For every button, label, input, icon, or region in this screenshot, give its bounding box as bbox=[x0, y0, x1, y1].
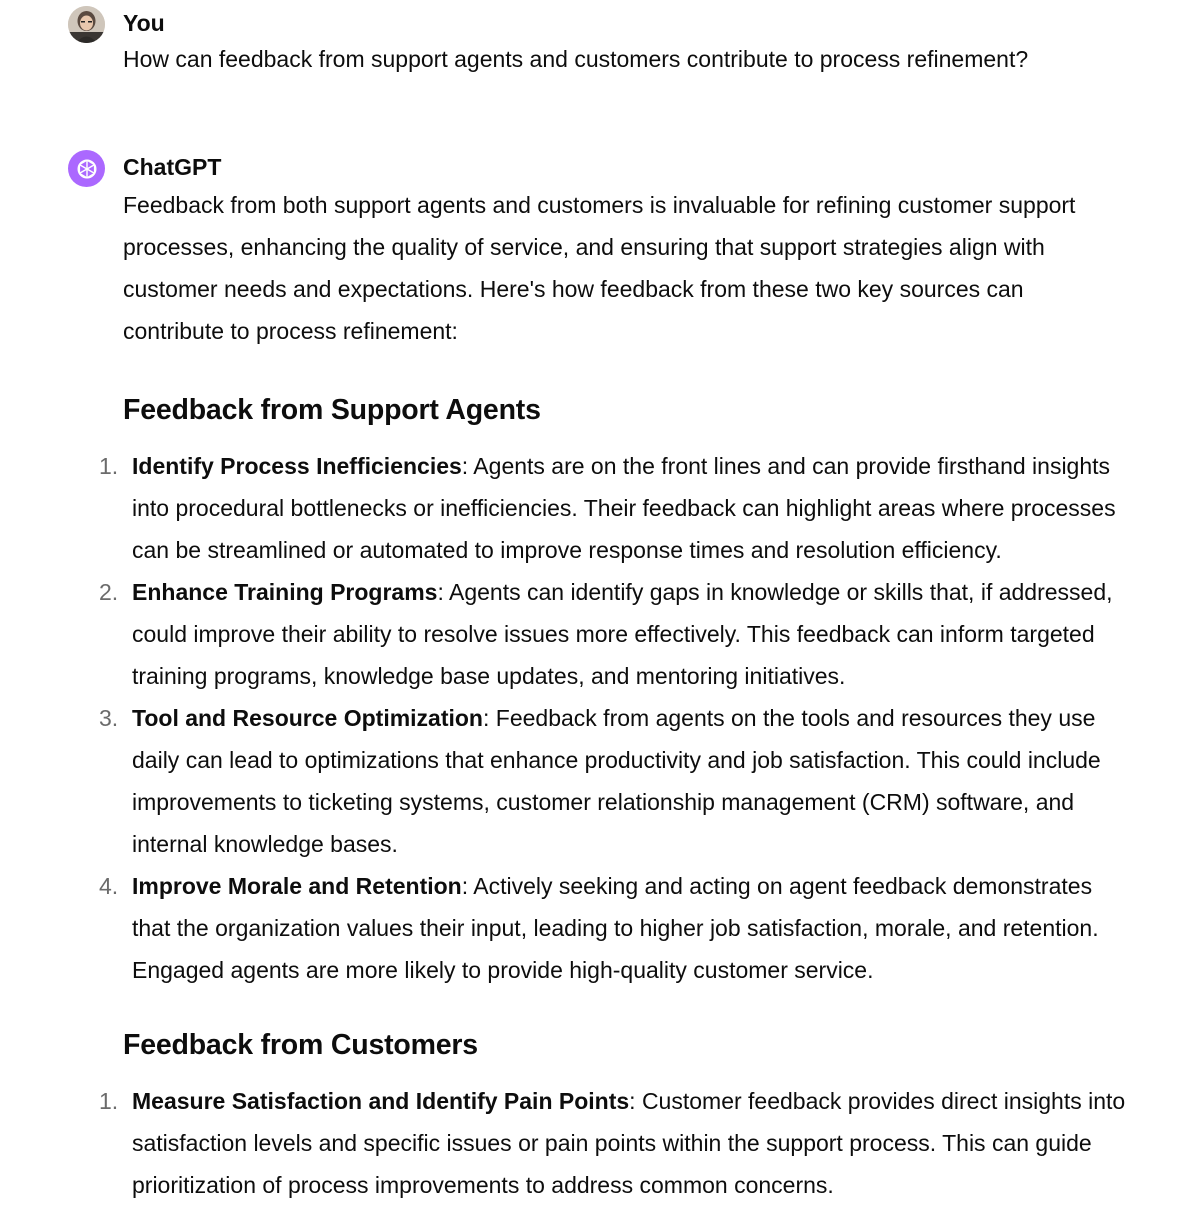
user-avatar bbox=[68, 6, 105, 43]
section-heading-support-agents: Feedback from Support Agents bbox=[123, 394, 541, 426]
list-item-text: : Customer feedback provides direct insights into bbox=[629, 1088, 1126, 1114]
user-author-label: You bbox=[123, 10, 165, 36]
list-item-term: Identify Process Inefficiencies bbox=[132, 453, 462, 479]
intro-paragraph bbox=[123, 184, 1183, 352]
intro-line: contribute to process refinement: bbox=[123, 318, 458, 344]
list-item-text: into procedural bottlenecks or inefficiencies. Their feedback can highlight areas where processes bbox=[132, 495, 1116, 521]
list-item-number: 3. bbox=[99, 705, 119, 731]
list-item bbox=[99, 445, 1183, 571]
list-item-term: Enhance Training Programs bbox=[132, 579, 438, 605]
list-item-text: improvements to ticketing systems, customer relationship management (CRM) software, and bbox=[132, 789, 1075, 815]
list-item-text: prioritization of process improvements to address common concerns. bbox=[132, 1172, 834, 1198]
list-item-text: : Feedback from agents on the tools and resources they use bbox=[483, 705, 1096, 731]
assistant-avatar bbox=[68, 150, 105, 187]
list-item-text: internal knowledge bases. bbox=[132, 831, 398, 857]
user-avatar-photo-icon bbox=[68, 6, 105, 43]
list-item-text: : Agents can identify gaps in knowledge or skills that, if addressed, bbox=[437, 579, 1113, 605]
openai-logo-icon bbox=[75, 157, 99, 181]
assistant-response-body bbox=[99, 184, 1183, 1206]
list-item-text: : Agents are on the front lines and can provide firsthand insights bbox=[461, 453, 1111, 479]
customers-list bbox=[99, 1080, 1183, 1206]
list-item-text: training programs, knowledge base updates, and mentoring initiatives. bbox=[132, 663, 846, 689]
list-item-text: Engaged agents are more likely to provide high-quality customer service. bbox=[132, 957, 874, 983]
user-message-text: How can feedback from support agents and customers contribute to process refinement? bbox=[123, 46, 1029, 72]
list-item bbox=[99, 1080, 1183, 1206]
assistant-author-label: ChatGPT bbox=[123, 154, 222, 180]
list-item-number: 1. bbox=[99, 1088, 119, 1114]
support-agents-list bbox=[99, 445, 1183, 991]
list-item bbox=[99, 697, 1183, 865]
intro-line: Feedback from both support agents and customers is invaluable for refining customer support bbox=[123, 192, 1076, 218]
intro-line: customer needs and expectations. Here's how feedback from these two key sources can bbox=[123, 276, 1024, 302]
section-heading-customers: Feedback from Customers bbox=[123, 1029, 478, 1061]
list-item-number: 1. bbox=[99, 453, 119, 479]
list-item-text: can be streamlined or automated to improve response times and resolution efficiency. bbox=[132, 537, 1002, 563]
list-item-term: Tool and Resource Optimization bbox=[132, 705, 483, 731]
list-item bbox=[99, 571, 1183, 697]
list-item-text: satisfaction levels and specific issues or pain points within the support process. This can guide bbox=[132, 1130, 1092, 1156]
list-item-text: that the organization values their input, leading to higher job satisfaction, morale, and retention. bbox=[132, 915, 1099, 941]
list-item-text: could improve their ability to resolve issues more effectively. This feedback can inform targeted bbox=[132, 621, 1095, 647]
list-item-text: daily can lead to optimizations that enhance productivity and job satisfaction. This could include bbox=[132, 747, 1101, 773]
list-item-number: 4. bbox=[99, 873, 119, 899]
list-item-term: Measure Satisfaction and Identify Pain Points bbox=[132, 1088, 630, 1114]
list-item bbox=[99, 865, 1183, 991]
intro-line: processes, enhancing the quality of service, and ensuring that support strategies align with bbox=[123, 234, 1045, 260]
list-item-text: : Actively seeking and acting on agent feedback demonstrates bbox=[461, 873, 1093, 899]
list-item-number: 2. bbox=[99, 579, 119, 605]
list-item-term: Improve Morale and Retention bbox=[132, 873, 462, 899]
